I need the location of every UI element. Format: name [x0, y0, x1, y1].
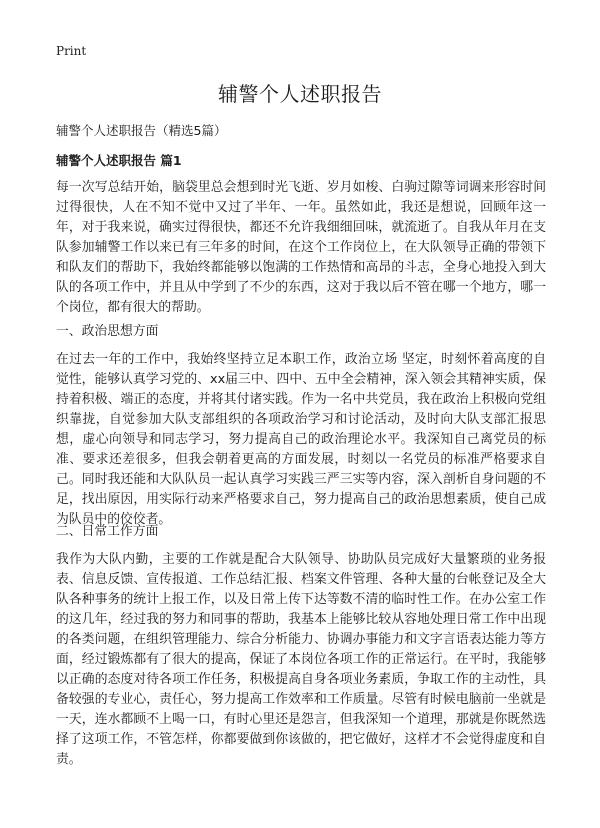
- article-heading: 辅警个人述职报告 篇1: [56, 153, 182, 168]
- print-link[interactable]: Print: [56, 44, 87, 58]
- political-paragraph: 在过去一年的工作中，我始终坚持立足本职工作，政治立场 坚定，时刻怀着高度的自觉性，能够认真学习党的、xx届三中、四中、五中全会精神，深入领会其精神实质，保持着积极、端正的态度，并将其付诸实践。作为一名中共党员，我在政治上积极向党组织靠拢，自觉参加大队支部组织的各项政治学习和讨论活动，及时向大队支部汇报思想，虚心向领导和同志学习，努力提高自己的政治理论水平。我深知自己离党员的标准、要求还差很多，但我会朝着更高的方面发展，时刻以一名党员的标准严格要求自己。同时我还能和大队队员一起认真学习实践三严三实等内容，深入剖析自身问题的不足，找出原因，用实际行动来严格要求自己，努力提高自己的政治思想素质，使自己成为队员中的佼佼者。: [56, 352, 546, 527]
- intro-paragraph: 每一次写总结开始，脑袋里总会想到时光飞逝、岁月如梭、白驹过隙等词调来形容时间过得很快，人在不知不觉中又过了半年、一年。虽然如此，我还是想说，回顾年这一年，对于我来说，确实过得很快，都还不允许我细细回味，就流逝了。自我从年月在支队参加辅警工作以来已有三年多的时间，在这个工作岗位上，在大队领导正确的带领下和队友们的帮助下，我始终都能够以饱满的工作热情和高昂的斗志，全身心地投入到大队的各项工作中，并且从中学到了不少的东西，这对于我以后不管在哪一个地方，哪一个岗位，都有很大的帮助。: [56, 180, 546, 315]
- document-subtitle: 辅警个人述职报告（精选5篇）: [56, 123, 227, 138]
- section-heading-daily-work: 二、日常工作方面: [56, 524, 159, 539]
- section-heading-political: 一、政治思想方面: [56, 324, 159, 339]
- document-title: 辅警个人述职报告: [218, 82, 382, 106]
- daily-work-paragraph: 我作为大队内勤，主要的工作就是配合大队领导、协助队员完成好大量繁琐的业务报表、信息反馈、宣传报道、工作总结汇报、档案文件管理、各种大量的台帐登记及全大队各种事务的统计上报工作，以及日常上传下达等数不清的临时性工作。在办公室工作的这几年，经过我的努力和同事的帮助，我基本上能够比较从容地处理日常工作中出现的各类问题，在组织管理能力、综合分析能力、协调办事能力和文字言语表达能力等方面，经过锻炼都有了很大的提高，保证了本岗位各项工作的正常运行。在平时，我能够以正确的态度对待各项工作任务，积极提高自身各项业务素质，争取工作的主动性，具备较强的专业心，责任心，努力提高工作效率和工作质量。尽管有时候电脑前一坐就是一天，连水都顾不上喝一口，有时心里还是怨言，但我深知一个道理，那就是你既然选择了这项工作，不管怎样，你都要做到你该做的，把它做好，这样才不会觉得虚度和自责。: [56, 552, 546, 767]
